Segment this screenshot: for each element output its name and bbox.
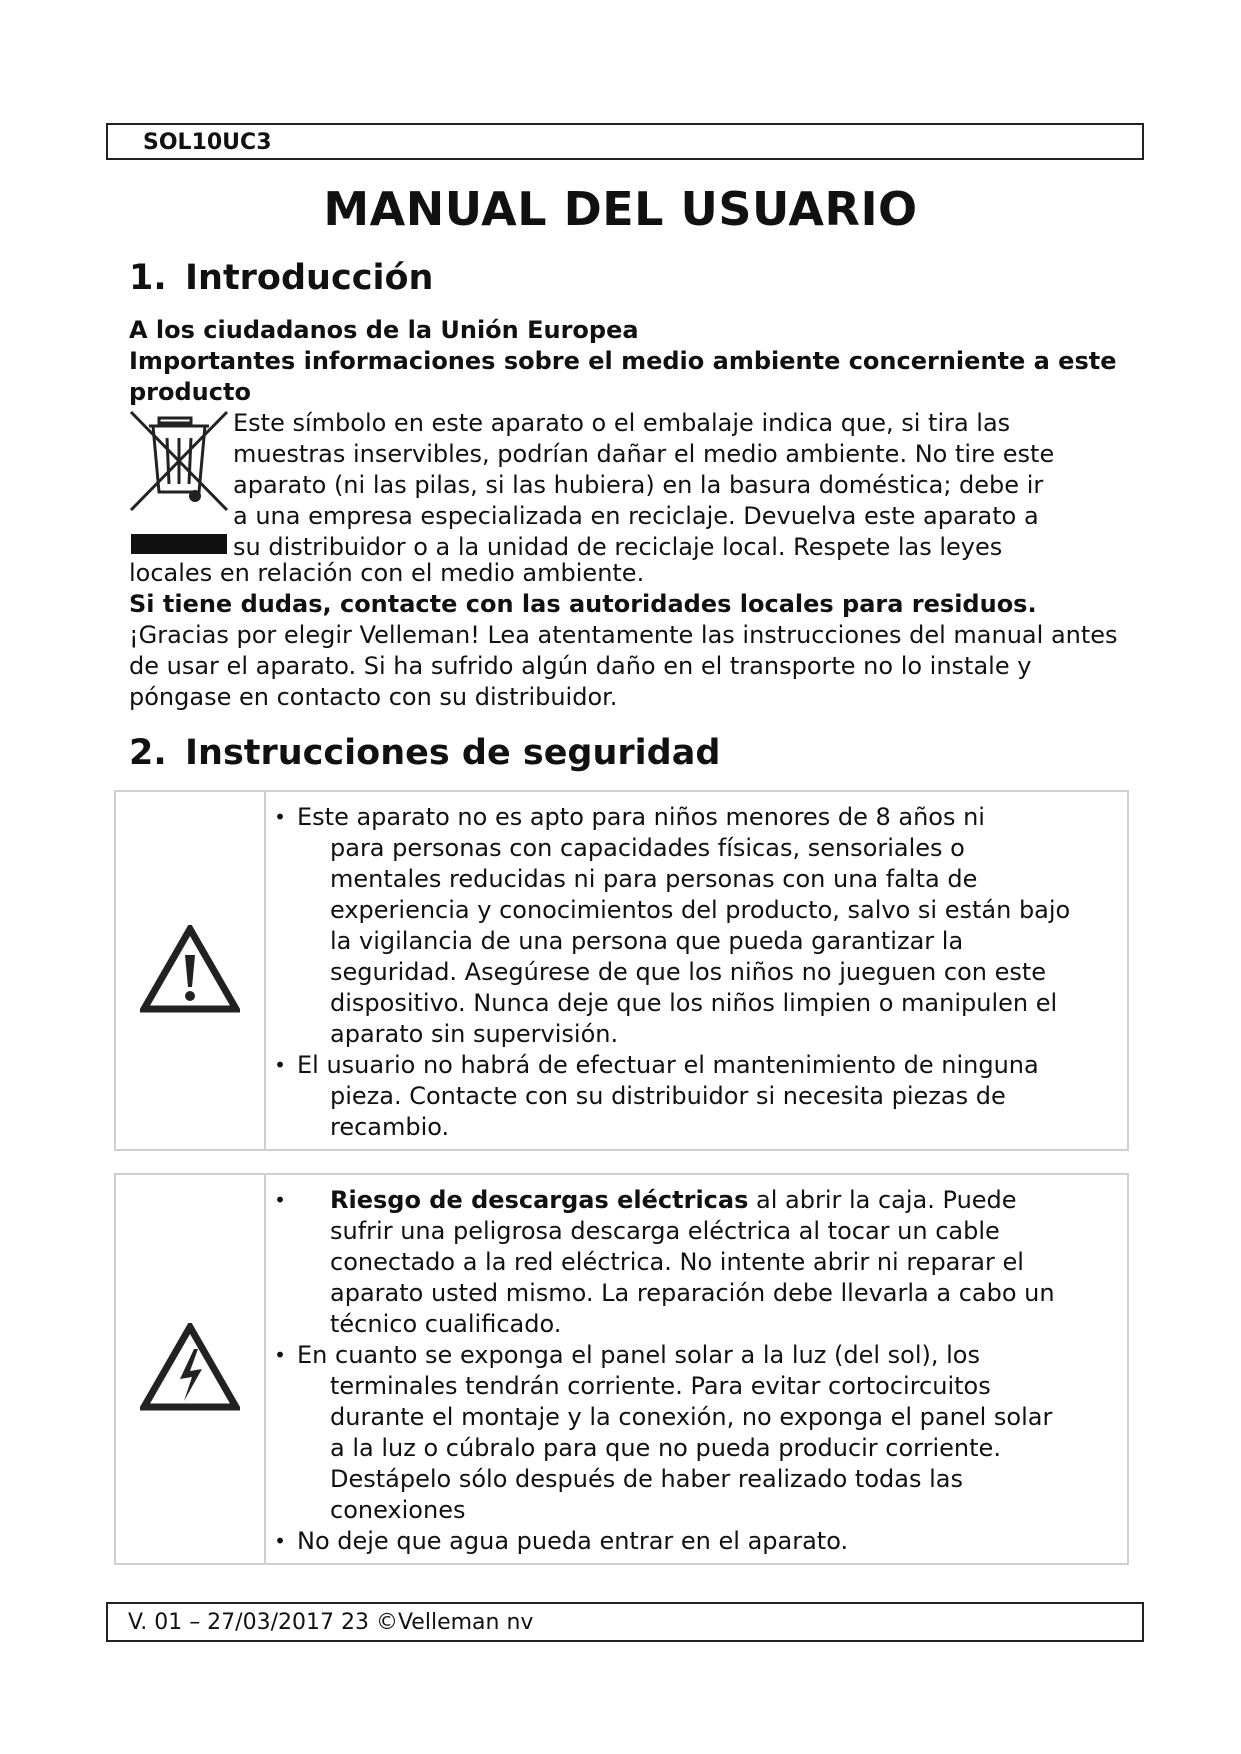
- weee-line: a una empresa especializada en reciclaje. Devuelva este aparato a: [233, 502, 1039, 530]
- safety-box-electric: [114, 1173, 1129, 1565]
- weee-notice: [129, 408, 1119, 564]
- header-box: [106, 123, 1144, 160]
- crossed-bin-icon: [129, 410, 229, 560]
- section-2-number: 2.: [129, 733, 167, 773]
- intro-section: [129, 315, 1119, 713]
- doubt-line: Si tiene dudas, contacte con las autoridades locales para residuos.: [129, 590, 1037, 618]
- safety-bullet: • Este aparato no es apto para niños menores de 8 años ni para personas con capacidades físicas, sensoriales o mentales reducidas ni para personas con una falta de experiencia y conocimientos del producto, salvo si están bajo la vigilancia de una persona que pueda garantizar la seguridad. Asegúrese de que los niños no jueguen con este dispositivo. Nunca deje que los niños limpien o manipulen el aparato sin supervisión.: [274, 803, 1071, 1048]
- thanks-paragraph: ¡Gracias por elegir Velleman! Lea atentamente las instrucciones del manual antes de usar el aparato. Si ha sufrido algún daño en el transporte no lo instale y póngase en contacto con su distribuidor.: [129, 621, 1118, 711]
- eu-heading: A los ciudadanos de la Unión Europea: [129, 316, 639, 344]
- weee-line: muestras inservibles, podrían dañar el medio ambiente. No tire este: [233, 440, 1055, 468]
- warning-exclamation-icon: [140, 925, 240, 1013]
- weee-tail: locales en relación con el medio ambiente.: [129, 559, 645, 587]
- safety-bullet: • El usuario no habrá de efectuar el mantenimiento de ninguna pieza. Contacte con su distribuidor si necesita piezas de recambio.: [274, 1051, 1039, 1141]
- section-2-heading: [129, 733, 720, 773]
- weee-line: su distribuidor o a la unidad de reciclaje local. Respete las leyes: [233, 533, 1003, 561]
- section-2-title: Instrucciones de seguridad: [185, 733, 721, 773]
- weee-line: Este símbolo en este aparato o el embalaje indica que, si tira las: [233, 409, 1011, 437]
- section-1-heading: [129, 258, 433, 298]
- safety-bullet: • En cuanto se exponga el panel solar a la luz (del sol), los terminales tendrán corriente. Para evitar cortocircuitos durante el montaje y la conexión, no exponga el panel solar a la luz o cúbralo para que no pueda producir corriente. Destápelo sólo después de haber realizado todas las conexiones: [274, 1341, 1053, 1524]
- section-1-number: 1.: [129, 258, 167, 298]
- safety-bullet: • No deje que agua pueda entrar en el aparato.: [274, 1527, 849, 1555]
- electric-shock-warning-icon: [140, 1323, 240, 1411]
- footer-box: [106, 1602, 1144, 1642]
- safety-box-general: [114, 790, 1129, 1151]
- model-label: SOL10UC3: [143, 130, 272, 155]
- safety-bullet: • Riesgo de descargas eléctricas al abrir la caja. Puede sufrir una peligrosa descarga eléctrica al tocar un cable conectado a la red eléctrica. No intente abrir ni reparar el aparato usted mismo. La reparación debe llevarla a cabo un técnico cualificado.: [274, 1186, 1055, 1338]
- env-heading: Importantes informaciones sobre el medio ambiente concerniente a este producto: [129, 347, 1117, 406]
- footer-text: V. 01 – 27/03/2017 23 ©Velleman nv: [128, 1610, 534, 1635]
- weee-line: aparato (ni las pilas, si las hubiera) en la basura doméstica; debe ir: [233, 471, 1044, 499]
- page-title: MANUAL DEL USUARIO: [323, 182, 918, 236]
- section-1-title: Introducción: [185, 258, 434, 298]
